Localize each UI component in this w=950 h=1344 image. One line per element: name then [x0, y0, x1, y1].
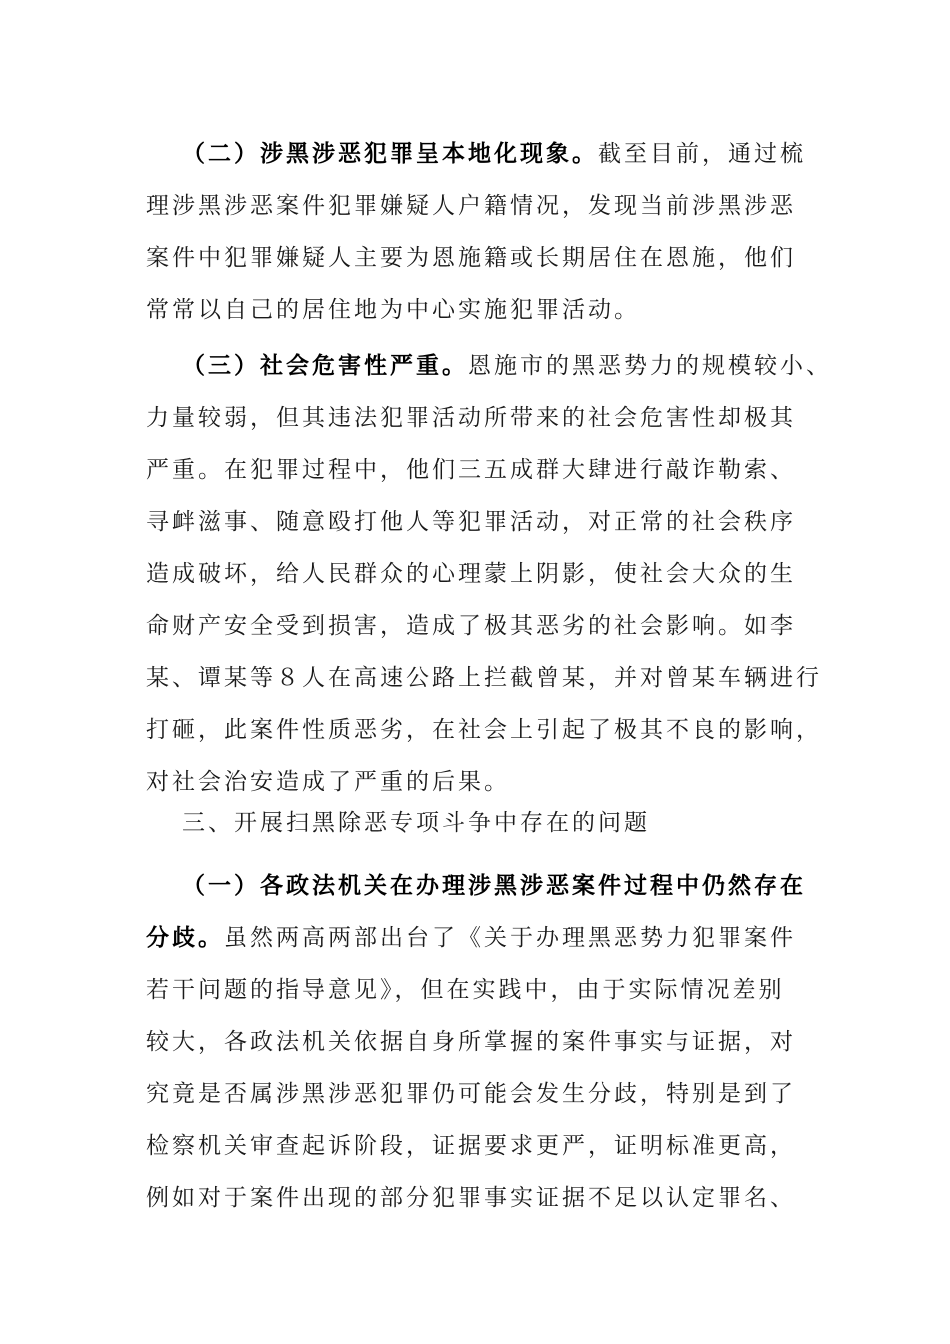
- text-line: [146, 860, 826, 912]
- text-line: 检察机关审查起诉阶段，证据要求更严，证明标准更高，: [146, 1133, 796, 1159]
- text-line: 较大，各政法机关依据自身所掌握的案件事实与证据，对: [146, 1029, 796, 1055]
- section-heading: 分歧。: [146, 924, 224, 951]
- section-title-problems: [146, 797, 826, 849]
- text-line: 例如对于案件出现的部分犯罪事实证据不足以认定罪名、: [146, 1185, 796, 1211]
- text-line: 某、谭某等８人在高速公路上拦截曾某，并对曾某车辆进行: [146, 665, 822, 691]
- text-line: [146, 128, 826, 180]
- paragraph-localization: [146, 128, 826, 336]
- text-line: [146, 912, 826, 964]
- text-line: 常常以自己的居住地为中心实施犯罪活动。: [146, 297, 640, 323]
- text-line: 造成破坏，给人民群众的心理蒙上阴影，使社会大众的生: [146, 561, 796, 587]
- text-line: 严重。在犯罪过程中，他们三五成群大肆进行敲诈勒索、: [146, 457, 796, 483]
- text-line: 打砸，此案件性质恶劣，在社会上引起了极其不良的影响，: [146, 717, 822, 743]
- line-text: 虽然两高两部出台了《关于办理黑恶势力犯罪案件: [224, 925, 796, 951]
- paragraph-disagreement: [146, 860, 826, 1224]
- text-line: 理涉黑涉恶案件犯罪嫌疑人户籍情况，发现当前涉黑涉恶: [146, 193, 796, 219]
- text-line: [146, 340, 832, 392]
- section-title: 三、开展扫黑除恶专项斗争中存在的问题: [182, 810, 650, 836]
- section-heading: （一）各政法机关在办理涉黑涉恶案件过程中仍然存在: [182, 872, 806, 899]
- section-heading: （二）涉黑涉恶犯罪呈本地化现象。: [182, 140, 598, 167]
- text-line: 寻衅滋事、随意殴打他人等犯罪活动，对正常的社会秩序: [146, 509, 796, 535]
- text-line: 究竟是否属涉黑涉恶犯罪仍可能会发生分歧，特别是到了: [146, 1081, 796, 1107]
- line-text: 截至目前，通过梳: [598, 141, 806, 167]
- paragraph-social-harm: [146, 340, 832, 808]
- text-line: 力量较弱，但其违法犯罪活动所带来的社会危害性却极其: [146, 405, 796, 431]
- text-line: 若干问题的指导意见》，但在实践中，由于实际情况差别: [146, 977, 785, 1003]
- text-line: 案件中犯罪嫌疑人主要为恩施籍或长期居住在恩施，他们: [146, 245, 796, 271]
- text-line: 对社会治安造成了严重的后果。: [146, 769, 510, 795]
- text-line: 命财产安全受到损害，造成了极其恶劣的社会影响。如李: [146, 613, 796, 639]
- section-heading: （三）社会危害性严重。: [182, 352, 468, 379]
- line-text: 恩施市的黑恶势力的规模较小、: [468, 353, 832, 379]
